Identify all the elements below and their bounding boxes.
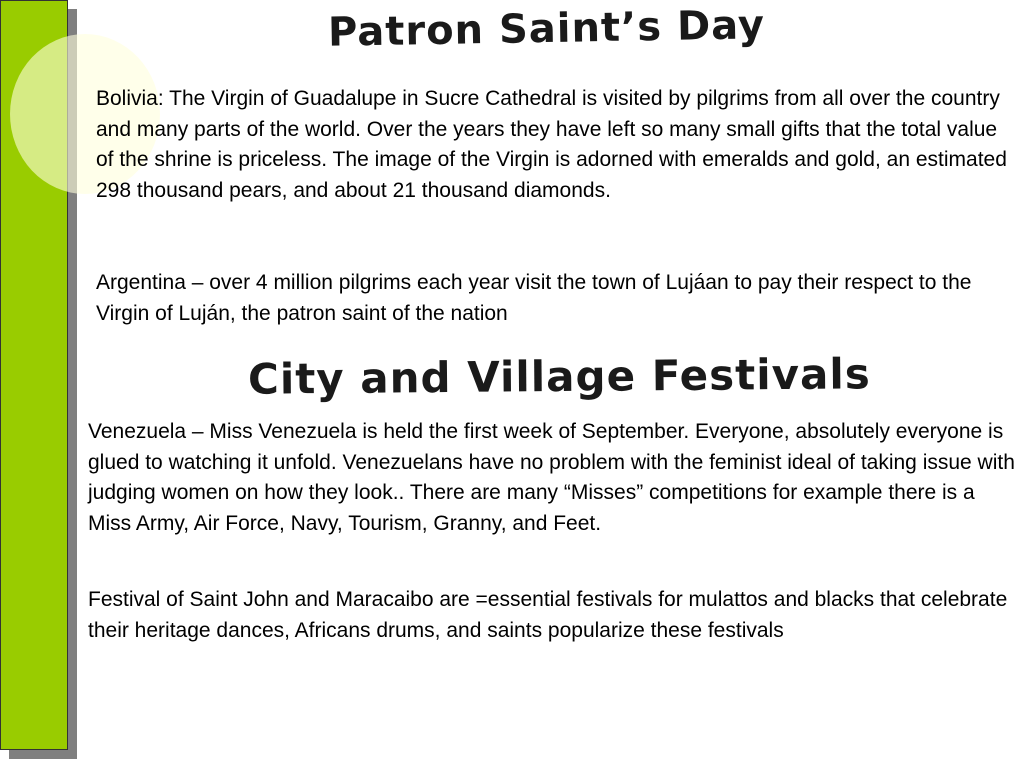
- heading-patron-saints-day: Patron Saint’s Day: [327, 2, 766, 56]
- paragraph-venezuela: Venezuela – Miss Venezuela is held the first week of September. Everyone, absolutely everyone is glued to watching it unfold. Venezuelans have no problem with the feminist ideal of taking issue with judging women on how they look.. There are many “Misses” competitions for example there is a Miss Army, Air Force, Navy, Tourism, Granny, and Feet.: [88, 420, 1015, 535]
- paragraph-festival-saint-john: Festival of Saint John and Maracaibo are =essential festivals for mulattos and blacks that celebrate their heritage dances, Africans drums, and saints popularize these festivals: [88, 588, 1008, 642]
- heading-city-and-village-festivals: City and Village Festivals: [247, 349, 871, 404]
- paragraph-argentina: Argentina – over 4 million pilgrims each year visit the town of Lujáan to pay their respect to the Virgin of Luján, the patron saint of the nation: [96, 271, 972, 325]
- paragraph-bolivia: Bolivia: The Virgin of Guadalupe in Sucre Cathedral is visited by pilgrims from all over the country and many parts of the world. Over the years they have left so many small gifts that the total value of the shrine is priceless. The image of the Virgin is adorned with emeralds and gold, an estimated 298 thousand pears, and about 21 thousand diamonds.: [96, 87, 1007, 202]
